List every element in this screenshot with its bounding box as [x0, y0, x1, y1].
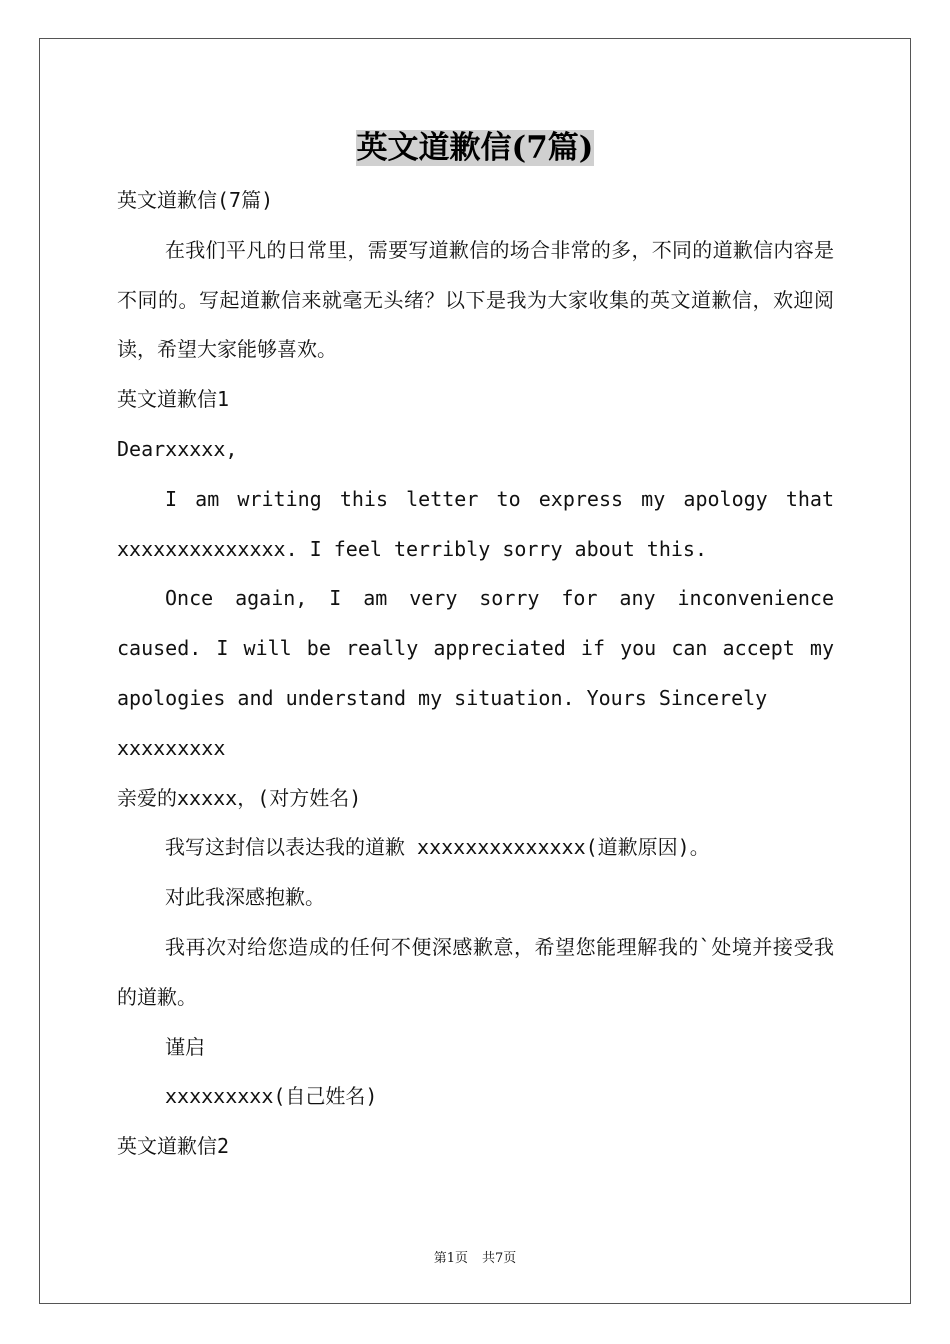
letter-signature-en: xxxxxxxxx	[117, 735, 226, 760]
letter-signature-zh: xxxxxxxxx(自己姓名)	[165, 1084, 378, 1109]
section-heading-1: 英文道歉信1	[117, 387, 230, 412]
document-title-text: 英文道歉信(7篇)	[356, 130, 594, 166]
page-total: 共7页	[482, 1251, 517, 1266]
letter-body-en-2: Once again, I am very sorry for any inconvenience caused. I will be really appreciated if you can accept my apologies and understand my situation. Yours Sincerely	[117, 586, 834, 710]
subtitle-line: 英文道歉信(7篇)	[117, 188, 274, 212]
letter-body-zh-1: 我写这封信以表达我的道歉 xxxxxxxxxxxxxx(道歉原因)。	[165, 835, 710, 860]
letter-body-en-1: I am writing this letter to express my apology that xxxxxxxxxxxxxx. I feel terribly sorry about this.	[117, 486, 834, 561]
letter-closing-zh: 谨启	[165, 1034, 205, 1059]
section-heading-2: 英文道歉信2	[117, 1134, 230, 1159]
letter-body-zh-3: 我再次对给您造成的任何不便深感歉意，希望您能理解我的`处境并接受我的道歉。	[117, 934, 834, 1009]
letter-body-zh-2: 对此我深感抱歉。	[165, 885, 325, 910]
page-number: 第1页	[433, 1251, 468, 1266]
letter-salutation-en: Dearxxxxx,	[117, 436, 238, 461]
page-footer	[0, 1247, 950, 1266]
intro-paragraph: 在我们平凡的日常里，需要写道歉信的场合非常的多，不同的道歉信内容是不同的。写起道歉信来就毫无头绪？以下是我为大家收集的英文道歉信，欢迎阅读，希望大家能够喜欢。	[117, 237, 834, 362]
document-body	[117, 176, 834, 1172]
document-title	[0, 128, 950, 168]
letter-salutation-zh: 亲爱的xxxxx，(对方姓名)	[117, 785, 362, 810]
